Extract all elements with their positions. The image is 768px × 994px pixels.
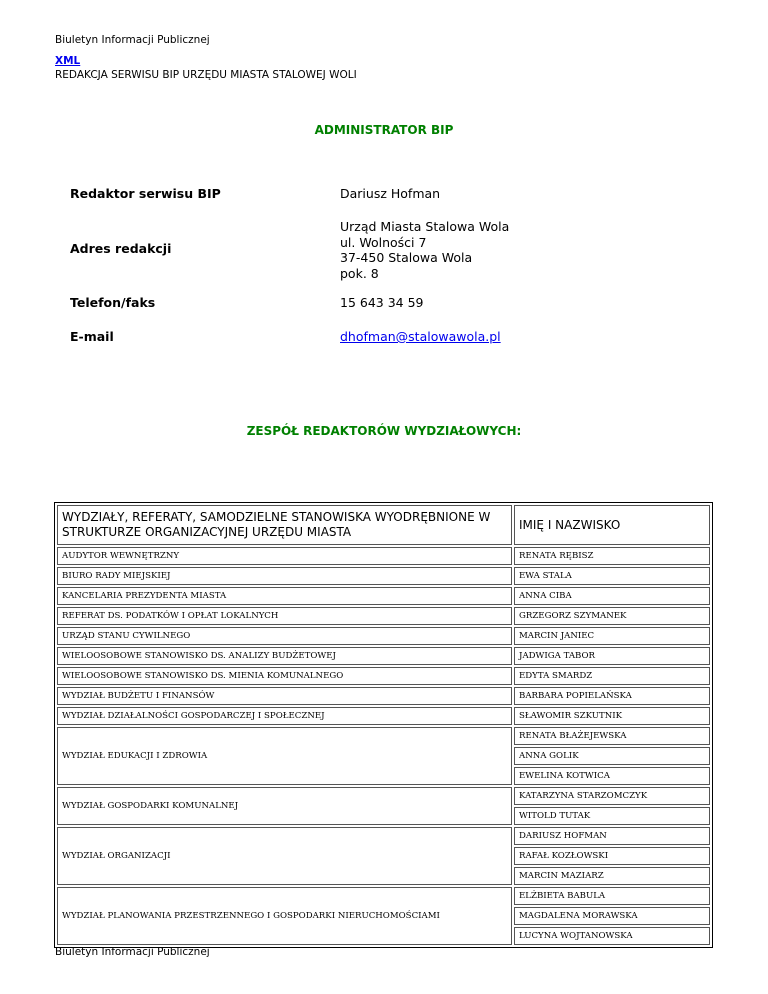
editor-name-cell: DARIUSZ HOFMAN [514,827,710,845]
table-row [57,587,710,605]
editor-name-cell: RENATA BŁAŻEJEWSKA [514,727,710,745]
editor-name-cell: RENATA RĘBISZ [514,547,710,565]
table-row [57,567,710,585]
unit-cell: BIURO RADY MIEJSKIEJ [57,567,512,585]
table-row [57,887,710,905]
table-row [57,687,710,705]
admin-heading: ADMINISTRATOR BIP [314,123,454,137]
editor-name-cell: JADWIGA TABOR [514,647,710,665]
admin-label: Adres redakcji [70,241,172,256]
editor-name-cell: MAGDALENA MORAWSKA [514,907,710,925]
column-header-name: IMIĘ I NAZWISKO [514,505,710,545]
editor-name-cell: ELŻBIETA BABULA [514,887,710,905]
editor-name-cell: WITOLD TUTAK [514,807,710,825]
editors-table-body [57,547,710,945]
email-link[interactable]: dhofman@stalowawola.pl [340,329,501,344]
unit-cell: REFERAT DS. PODATKÓW I OPŁAT LOKALNYCH [57,607,512,625]
xml-link[interactable]: XML [55,55,81,67]
unit-cell: URZĄD STANU CYWILNEGO [57,627,512,645]
admin-value-line: 15 643 34 59 [340,295,424,310]
unit-cell: WIELOOSOBOWE STANOWISKO DS. ANALIZY BUDŻETOWEJ [57,647,512,665]
table-row [57,787,710,805]
editor-name-cell: MARCIN JANIEC [514,627,710,645]
table-row [57,707,710,725]
admin-value [340,186,670,202]
editor-name-cell: ANNA GOLIK [514,747,710,765]
team-heading: ZESPÓŁ REDAKTORÓW WYDZIAŁOWYCH: [246,424,522,438]
table-row [57,547,710,565]
admin-value-line: ul. Wolności 7 [340,234,427,250]
editor-name-cell: SŁAWOMIR SZKUTNIK [514,707,710,725]
editor-name-cell: LUCYNA WOJTANOWSKA [514,927,710,945]
admin-label: E-mail [70,329,114,344]
table-row [57,607,710,625]
unit-cell: WIELOOSOBOWE STANOWISKO DS. MIENIA KOMUNALNEGO [57,667,512,685]
admin-value-line: Urząd Miasta Stalowa Wola [340,219,510,234]
unit-cell: WYDZIAŁ GOSPODARKI KOMUNALNEJ [57,787,512,825]
page-header-title: Biuletyn Informacji Publicznej [55,34,210,46]
editor-name-cell: EWELINA KOTWICA [514,767,710,785]
editor-name-cell: GRZEGORZ SZYMANEK [514,607,710,625]
unit-cell: WYDZIAŁ DZIAŁALNOŚCI GOSPODARCZEJ I SPOŁECZNEJ [57,707,512,725]
page-subtitle: REDAKCJA SERWISU BIP URZĘDU MIASTA STALOWEJ WOLI [55,69,357,81]
editor-name-cell: EWA STALA [514,567,710,585]
admin-label: Redaktor serwisu BIP [70,186,221,201]
admin-label: Telefon/faks [70,295,156,310]
editor-name-cell: EDYTA SMARDZ [514,667,710,685]
editors-table [54,502,713,948]
table-row [57,827,710,845]
editor-name-cell: BARBARA POPIELAŃSKA [514,687,710,705]
editor-name-cell: ANNA CIBA [514,587,710,605]
admin-value-line: pok. 8 [340,265,379,281]
unit-cell: AUDYTOR WEWNĘTRZNY [57,547,512,565]
admin-value-line: Dariusz Hofman [340,186,441,201]
table-header-row [57,505,710,545]
editor-name-cell: RAFAŁ KOZŁOWSKI [514,847,710,865]
admin-value [340,329,670,345]
table-row [57,667,710,685]
admin-value [340,219,670,281]
editor-name-cell: MARCIN MAZIARZ [514,867,710,885]
unit-cell: WYDZIAŁ EDUKACJI I ZDROWIA [57,727,512,785]
table-row [57,627,710,645]
editor-name-cell: KATARZYNA STARZOMCZYK [514,787,710,805]
column-header-unit: WYDZIAŁY, REFERATY, SAMODZIELNE STANOWISKA WYODRĘBNIONE W STRUKTURZE ORGANIZACYJNEJ URZĘDU MIASTA [57,505,512,545]
table-row [57,727,710,745]
admin-value-line: 37-450 Stalowa Wola [340,250,473,265]
admin-value [340,295,670,311]
unit-cell: KANCELARIA PREZYDENTA MIASTA [57,587,512,605]
table-row [57,647,710,665]
page-footer: Biuletyn Informacji Publicznej [55,946,210,958]
unit-cell: WYDZIAŁ ORGANIZACJI [57,827,512,885]
unit-cell: WYDZIAŁ PLANOWANIA PRZESTRZENNEGO I GOSPODARKI NIERUCHOMOŚCIAMI [57,887,512,945]
unit-cell: WYDZIAŁ BUDŻETU I FINANSÓW [57,687,512,705]
